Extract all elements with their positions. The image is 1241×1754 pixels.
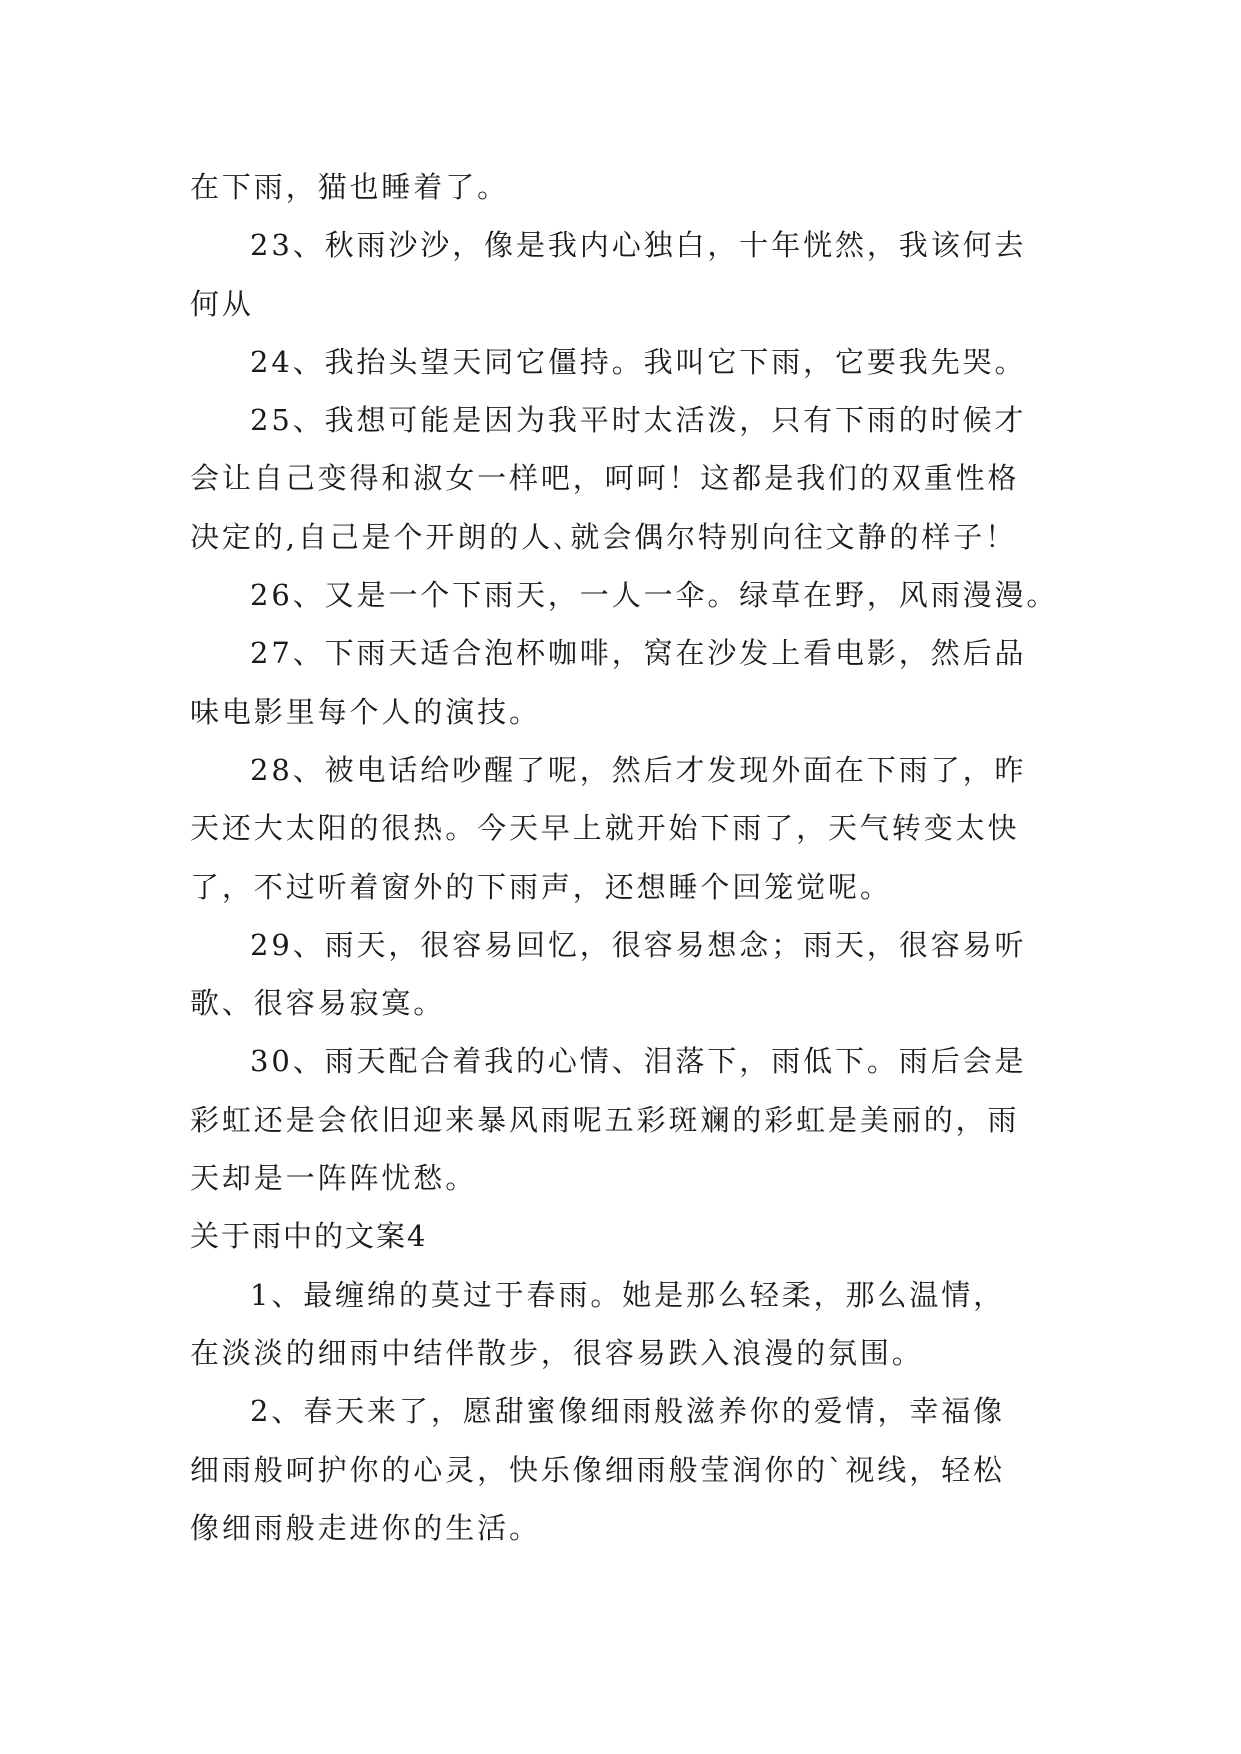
paragraph-29 <box>190 916 1050 1033</box>
text-line: 29、雨天，很容易回忆，很容易想念；雨天，很容易听 <box>250 927 1027 962</box>
section-title: 关于雨中的文案4 <box>190 1219 428 1254</box>
text-line: 天还大太阳的很热。今天早上就开始下雨了，天气转变太快 <box>190 811 1020 846</box>
text-line: 在淡淡的细雨中结伴散步，很容易跌入浪漫的氛围。 <box>190 1335 924 1370</box>
paragraph-27 <box>190 624 1050 741</box>
text-line: 26、又是一个下雨天，一人一伞。绿草在野，风雨漫漫。 <box>250 578 1059 613</box>
text-line: 30、雨天配合着我的心情、泪落下，雨低下。雨后会是 <box>250 1044 1027 1079</box>
section4-paragraph-2 <box>190 1382 1050 1557</box>
text-line: 歌、很容易寂寞。 <box>190 986 446 1021</box>
paragraph-30 <box>190 1032 1050 1207</box>
paragraph-26 <box>190 566 1059 624</box>
text-line: 细雨般呵护你的心灵，快乐像细雨般莹润你的`视线，轻松 <box>190 1452 1005 1487</box>
text-line: 2、春天来了，愿甜蜜像细雨般滋养你的爱情，幸福像 <box>250 1394 1006 1429</box>
text-line: 25、我想可能是因为我平时太活泼，只有下雨的时候才 <box>250 403 1027 438</box>
paragraph-23 <box>190 216 1050 333</box>
section-heading <box>190 1207 1050 1265</box>
text-line: 会让自己变得和淑女一样吧，呵呵！这都是我们的双重性格 <box>190 461 1020 496</box>
text-line: 彩虹还是会依旧迎来暴风雨呢五彩斑斓的彩虹是美丽的，雨 <box>190 1102 1020 1137</box>
text-line: 天却是一阵阵忧愁。 <box>190 1161 478 1196</box>
text-line: 28、被电话给吵醒了呢，然后才发现外面在下雨了，昨 <box>250 752 1027 787</box>
text-line: 在下雨，猫也睡着了。 <box>190 170 510 204</box>
text-line: 何从 <box>190 286 254 321</box>
paragraph-25 <box>190 391 1050 566</box>
text-line: 23、秋雨沙沙，像是我内心独白，十年恍然，我该何去 <box>250 228 1027 263</box>
section4-paragraph-1 <box>190 1266 1050 1383</box>
text-line: 1、最缠绵的莫过于春雨。她是那么轻柔，那么温情， <box>250 1277 1006 1312</box>
text-line: 像细雨般走进你的生活。 <box>190 1510 541 1545</box>
text-line: 27、下雨天适合泡杯咖啡，窝在沙发上看电影，然后品 <box>250 636 1027 671</box>
paragraph-28 <box>190 741 1050 916</box>
paragraph-22-continuation <box>190 158 1050 216</box>
document-body <box>190 158 1059 1557</box>
text-line: 决定的,自己是个开朗的人､就会偶尔特别向往文静的样子！ <box>190 519 1018 554</box>
text-line: 24、我抬头望天同它僵持。我叫它下雨，它要我先哭。 <box>250 344 1027 379</box>
text-line: 味电影里每个人的演技。 <box>190 694 541 729</box>
text-line: 了，不过听着窗外的下雨声，还想睡个回笼觉呢。 <box>190 869 892 904</box>
paragraph-24 <box>190 333 1050 391</box>
